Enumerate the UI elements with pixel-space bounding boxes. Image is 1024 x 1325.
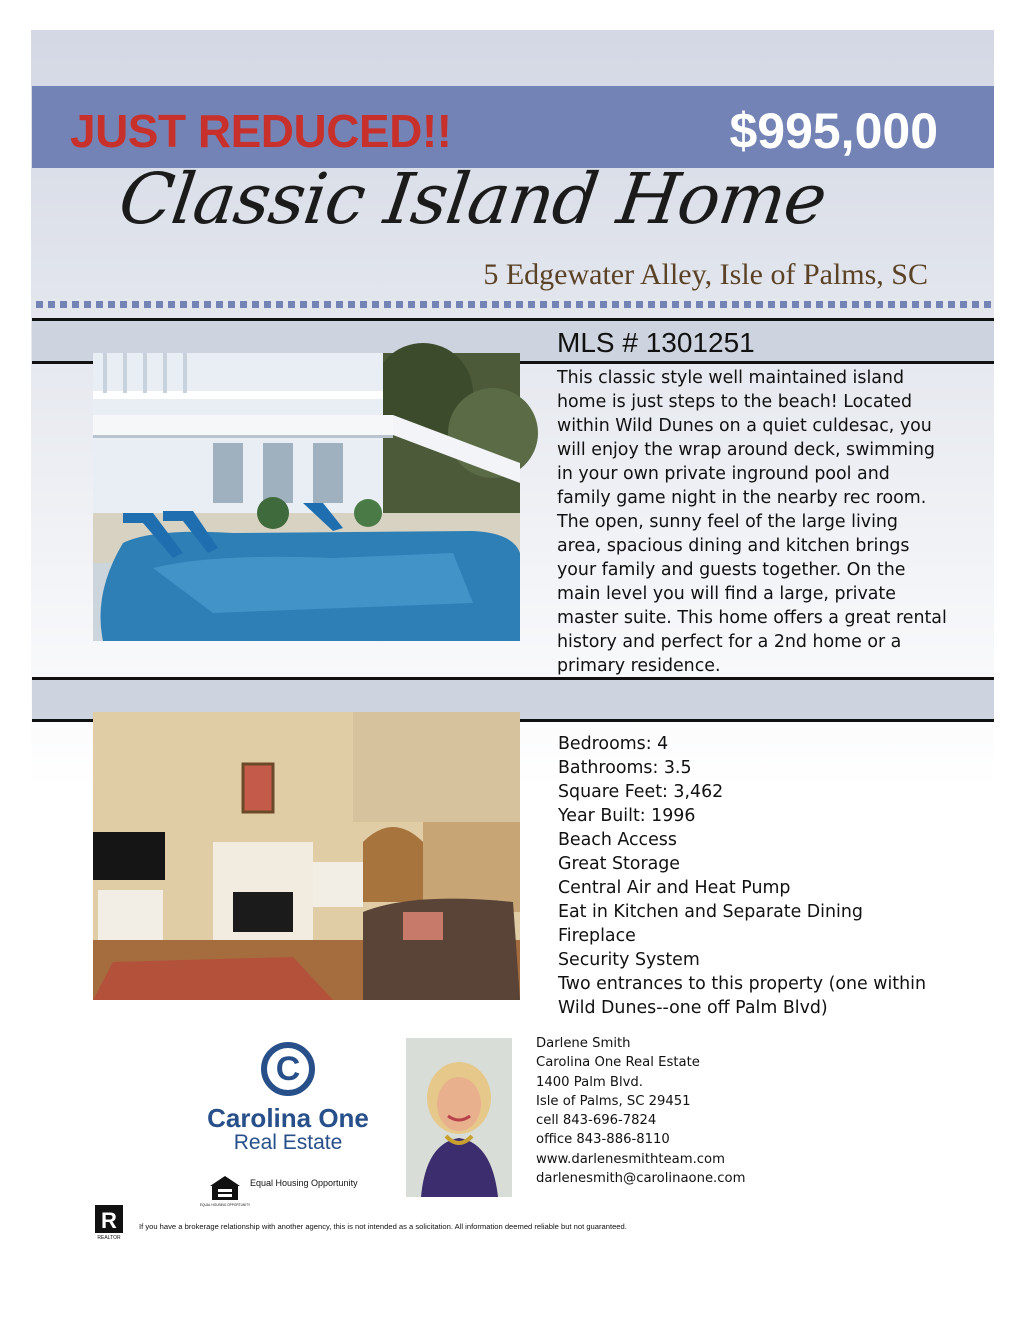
brokerage-logo <box>188 1042 388 1154</box>
feature-item: Security System <box>558 950 700 970</box>
pool-photo <box>93 353 520 641</box>
copyright-c-icon: C <box>261 1042 315 1096</box>
agent-photo <box>406 1038 512 1197</box>
feature-item: Central Air and Heat Pump <box>558 878 791 898</box>
agent-website[interactable]: www.darlenesmithteam.com <box>536 1151 725 1167</box>
property-address: 5 Edgewater Alley, Isle of Palms, SC <box>483 258 928 291</box>
eho-small-label: EQUAL HOUSING OPPORTUNITY <box>199 1203 251 1207</box>
feature-list <box>558 732 938 1020</box>
agent-name: Darlene Smith <box>536 1036 631 1051</box>
feature-item: Great Storage <box>558 854 680 874</box>
feature-item: Fireplace <box>558 926 636 946</box>
feature-item: Eat in Kitchen and Separate Dining <box>558 902 863 922</box>
agent-email[interactable]: darlenesmith@carolinaone.com <box>536 1171 746 1187</box>
living-room-photo <box>93 712 520 1000</box>
headline: Classic Island Home <box>114 158 831 240</box>
feature-item: Bedrooms: 4 <box>558 734 669 754</box>
realtor-icon <box>94 1204 124 1240</box>
feature-item: Bathrooms: 3.5 <box>558 758 692 778</box>
feature-item: Square Feet: 3,462 <box>558 782 724 802</box>
brokerage-name: Carolina One <box>207 1103 369 1133</box>
equal-housing-label: Equal Housing Opportunity <box>250 1178 358 1188</box>
feature-item: Year Built: 1996 <box>558 806 696 826</box>
agent-contact <box>536 1034 745 1188</box>
mls-number: MLS # 1301251 <box>557 327 755 358</box>
price: $995,000 <box>729 103 938 159</box>
agent-office[interactable]: office 843-886-8110 <box>536 1132 670 1148</box>
agent-city: Isle of Palms, SC 29451 <box>536 1093 691 1109</box>
feature-item: Two entrances to this property (one within Wild Dunes--one off Palm Blvd) <box>558 974 926 1018</box>
equal-housing-icon <box>199 1174 251 1208</box>
feature-item: Beach Access <box>558 830 677 850</box>
disclaimer: If you have a brokerage relationship with another agency, this is not intended as a solicitation. All information deemed reliable but not guaranteed. <box>139 1222 627 1231</box>
property-description: This classic style well maintained island home is just steps to the beach! Located within Wild Dunes on a quiet culdesac, you will enjoy the wrap around deck, swimming in your own private inground pool and family game night in the nearby rec room. The open, sunny feel of the large living area, spacious dining and kitchen brings your family and guests together. On the main level you will find a large, private master suite. This home offers a great rental history and perfect for a 2nd home or a primary residence. <box>557 368 947 676</box>
agent-company: Carolina One Real Estate <box>536 1055 700 1071</box>
dotted-divider <box>36 301 992 308</box>
agent-cell[interactable]: cell 843-696-7824 <box>536 1113 657 1129</box>
status-heading: JUST REDUCED!! <box>70 105 452 157</box>
brokerage-subtitle: Real Estate <box>233 1131 343 1154</box>
realtor-letter: R <box>101 1208 117 1233</box>
agent-street: 1400 Palm Blvd. <box>536 1074 643 1090</box>
realtor-label: REALTOR <box>97 1235 121 1241</box>
